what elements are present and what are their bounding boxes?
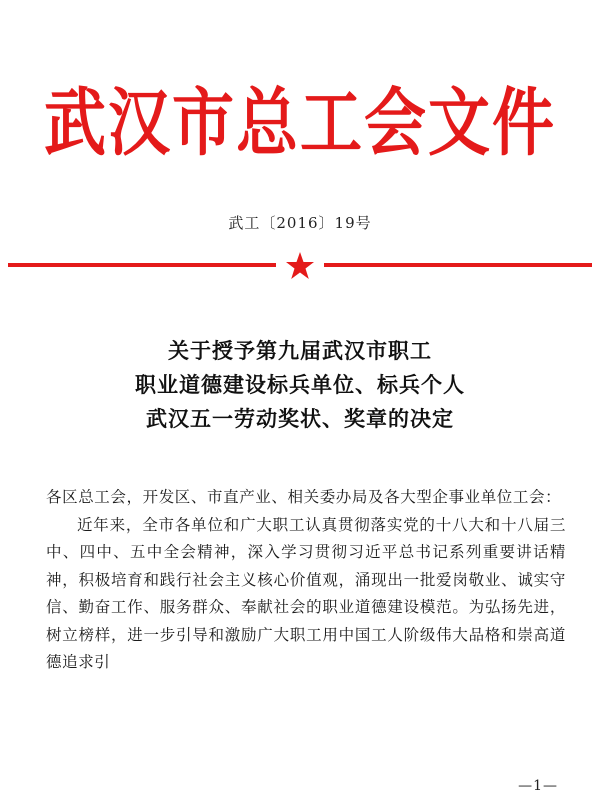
divider-line-right [324, 263, 592, 267]
document-number: 武工〔2016〕19号 [228, 214, 372, 232]
divider-line-left [8, 263, 276, 267]
title-line-3: 武汉五一劳动奖状、奖章的决定 [146, 406, 454, 431]
star-icon [285, 251, 315, 281]
document-title [0, 334, 600, 436]
red-divider [8, 251, 592, 281]
title-line-2: 职业道德建设标兵单位、标兵个人 [135, 372, 465, 397]
page-number: —1— [518, 778, 558, 794]
title-line-1: 关于授予第九届武汉市职工 [168, 338, 432, 363]
salutation: 各区总工会，开发区、市直产业、相关委办局及各大型企事业单位工会： [46, 488, 562, 506]
body-paragraph: 近年来，全市各单位和广大职工认真贯彻落实党的十八大和十八届三中、四中、五中全会精神，深入学习贯彻习近平总书记系列重要讲话精神，积极培育和践行社会主义核心价值观，涌现出一批爱岗敬业、诚实守信、勤奋工作、服务群众、奉献社会的职业道德建设模范。为弘扬先进，树立榜样，进一步引导和激励广大职工用中国工人阶级伟大品格和崇高道德追求引 [46, 515, 566, 671]
document-body [46, 484, 566, 677]
document-masthead: 武汉市总工会文件 [43, 79, 556, 166]
